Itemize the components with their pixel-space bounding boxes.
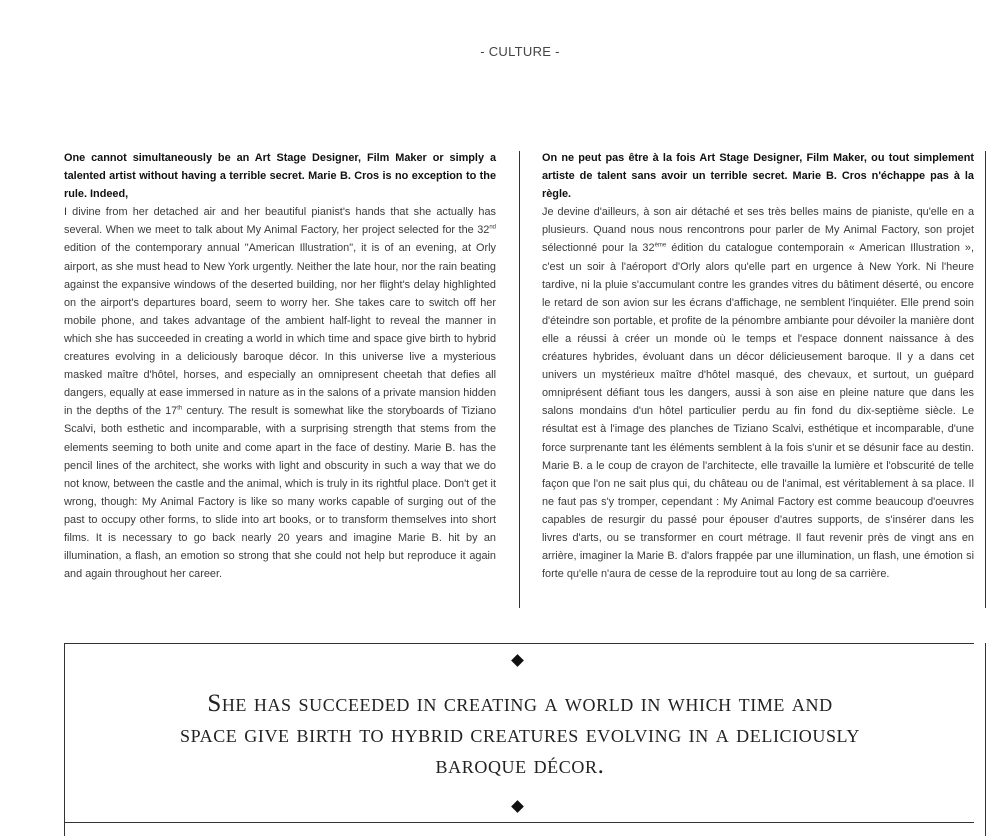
english-body-part-3: century. The result is somewhat like the storyboards of Tiziano Scalvi, both esthetic and incomparable, with a surprising strength that stems from the elements seeming to both unite and come apart in the face of destiny. Marie B. has the pencil lines of the architect, she works with light and obscurity in such a way that we do not know, between the castle and the animal, which is truly in its rightful place. Don't get it wrong, though: My Animal Factory is like so many works capable of surging out of the past to occupy other forms, to slide into art books, or to transform themselves into short films. It is necessary to go back nearly 20 years and imagine Marie B. hit by an illumination, a flash, an emotion so strong that she could not help but reproduce it again and again throughout her career.: [64, 405, 497, 581]
pull-quote: She has succeeded in creating a world in which time and space give birth to hybrid creatures evolving in a deliciously baroque décor.: [180, 690, 860, 779]
french-body: [542, 203, 974, 583]
french-ordinal-eme: ème: [654, 242, 667, 249]
french-body-part-2: édition du catalogue contemporain « American Illustration », c'est un soir à l'aéroport d'Orly alors qu'elle part en urgence à New York. Ni l'heure tardive, ni la pluie s'accumulant contre les grandes vitres du bâtiment déserté, ou encore le retard de son avion sur les écrans d'affichage, ne semblent l'inquiéter. Elle prend soin d'éteindre son portable, et profite de la pénombre ambiante pour dévoiler la manière dont elle a réussi à créer un monde où le temps et l'espace donnent naissance à des créatures hybrides, évoluant dans un décor délicieusement baroque. Il y a dans cet univers un mystérieux maître d'hôtel masqué, des chevaux, et surtout, un guépard omniprésent défiant tous les dangers, aussi à son aise en pleine nature que dans les salons mondains d'un hôtel particulier perdu au fin fond du dix-septième siècle. Le résultat est à l'image des planches de Tiziano Scalvi, esthétique et incomparable, d'une force surprenante tant les éléments semblent à la fois s'unir et se désunir face au destin. Marie B. a le coup de crayon de l'architecte, elle travaille la lumière et l'obscurité de telle façon que l'on ne sait plus qui, du château ou de l'animal, est véritablement à sa place. Il ne faut pas s'y tromper, cependant : My Animal Factory est comme beaucoup d'oeuvres capables de resurgir du passé pour épouser d'autres supports, de s'insérer dans les livres d'arts, ou se transformer en court métrage. Il faut revenir près de vingt ans en arrière, imaginer la Marie B. d'alors frappée par une illumination, un flash, une émotion si forte qu'elle n'aura de cesse de la reproduire tout au long de sa carrière.: [542, 242, 975, 581]
english-intro: One cannot simultaneously be an Art Stage Designer, Film Maker or simply a talented artist without having a terrible secret. Marie B. Cros is no exception to the rule. Indeed,: [64, 152, 496, 201]
right-edge-rule-bottom: [985, 643, 986, 836]
english-body-part-1: I divine from her detached air and her beautiful pianist's hands that she actually has several. When we meet to talk about My Animal Factory, her project selected for the 32: [64, 206, 496, 237]
quote-top-rule: [64, 643, 974, 644]
column-divider: [519, 151, 520, 608]
english-body: [64, 203, 496, 583]
english-body-part-2: edition of the contemporary annual "American Illustration", it is of an evening, at Orly airport, as she must head to New York urgently. Neither the late hour, nor the rain beating against the expansive windows of the deserted building, nor her flight's delay highlighted on the airport's departures board, seem to worry her. She takes care to switch off her mobile phone, and takes advantage of the ambient half-light to reveal the manner in which she has succeeded in creating a world in which time and space give birth to hybrid creatures evolving in a deliciously baroque décor. In this universe live a mysterious masked maître d'hôtel, horses, and especially an omnipresent cheetah that defies all dangers, equally at ease immersed in nature as in the salons of a private mansion hidden in the depths of the 17: [64, 242, 496, 418]
french-column: [542, 149, 974, 583]
section-label: - CULTURE -: [480, 44, 560, 59]
diamond-ornament-bottom: [511, 800, 524, 813]
french-body-part-1: Je devine d'ailleurs, à son air détaché et ses très belles mains de pianiste, qu'elle en a plusieurs. Quand nous nous rencontrons pour parler de My Animal Factory, son projet sélectionné pour la 32: [542, 206, 974, 255]
french-intro: On ne peut pas être à la fois Art Stage Designer, Film Maker, ou tout simplement artiste de talent sans avoir un terrible secret. Marie B. Cros n'échappe pas à la règle.: [542, 152, 974, 201]
english-column: [64, 149, 496, 583]
right-edge-rule: [985, 151, 986, 608]
english-ordinal-nd: nd: [489, 224, 496, 231]
left-edge-rule-bottom: [64, 643, 65, 836]
english-ordinal-th: th: [177, 405, 183, 412]
quote-bottom-rule: [64, 822, 974, 823]
diamond-ornament-top: [511, 654, 524, 667]
